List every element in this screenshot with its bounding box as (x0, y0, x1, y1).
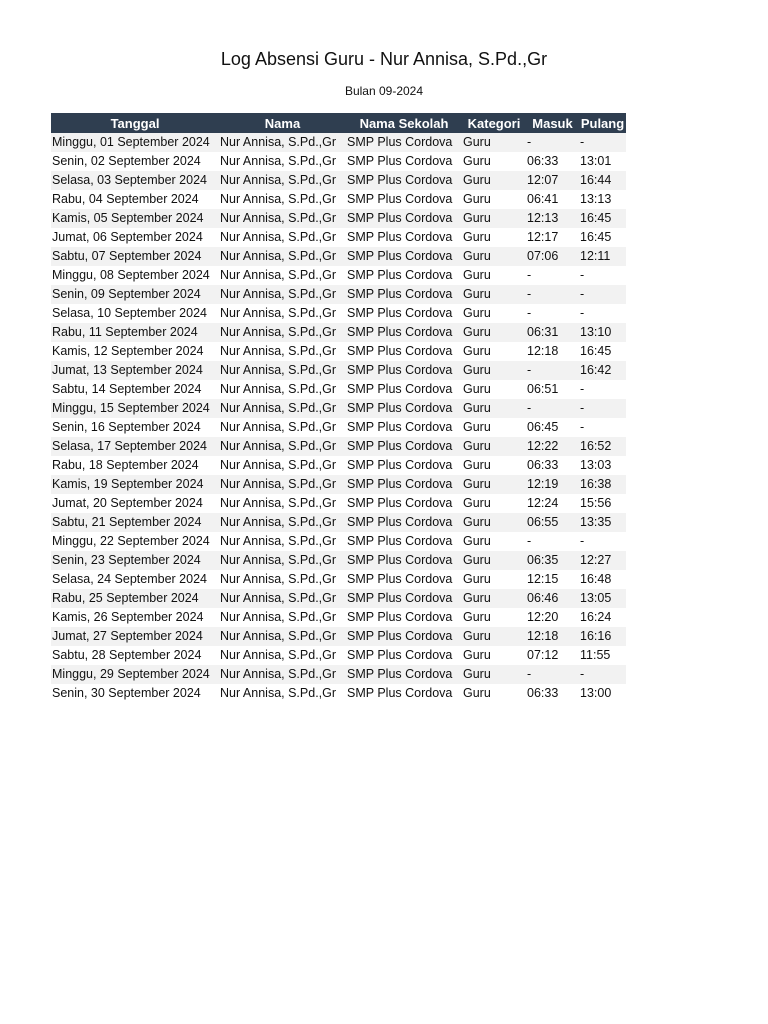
attendance-table (51, 113, 626, 703)
cell-masuk: - (526, 665, 579, 684)
table-row (51, 266, 626, 285)
cell-nama: Nur Annisa, S.Pd.,Gr (219, 361, 346, 380)
header-masuk: Masuk (526, 113, 579, 133)
table-row (51, 456, 626, 475)
cell-pulang: - (579, 532, 626, 551)
cell-masuk: 06:31 (526, 323, 579, 342)
cell-kategori: Guru (462, 646, 526, 665)
cell-pulang: - (579, 399, 626, 418)
table-row (51, 513, 626, 532)
table-row (51, 285, 626, 304)
header-row (51, 113, 626, 133)
cell-tanggal: Sabtu, 21 September 2024 (51, 513, 219, 532)
table-row (51, 228, 626, 247)
cell-nama: Nur Annisa, S.Pd.,Gr (219, 437, 346, 456)
cell-masuk: - (526, 266, 579, 285)
cell-tanggal: Selasa, 10 September 2024 (51, 304, 219, 323)
cell-kategori: Guru (462, 437, 526, 456)
cell-pulang: 16:45 (579, 228, 626, 247)
cell-nama: Nur Annisa, S.Pd.,Gr (219, 494, 346, 513)
cell-masuk: - (526, 133, 579, 152)
cell-masuk: 06:35 (526, 551, 579, 570)
table-row (51, 304, 626, 323)
table-row (51, 418, 626, 437)
cell-pulang: 12:27 (579, 551, 626, 570)
table-row (51, 133, 626, 152)
cell-nama-sekolah: SMP Plus Cordova (346, 665, 462, 684)
cell-tanggal: Minggu, 01 September 2024 (51, 133, 219, 152)
table-row (51, 209, 626, 228)
cell-kategori: Guru (462, 209, 526, 228)
cell-nama: Nur Annisa, S.Pd.,Gr (219, 342, 346, 361)
cell-tanggal: Minggu, 22 September 2024 (51, 532, 219, 551)
cell-nama-sekolah: SMP Plus Cordova (346, 608, 462, 627)
cell-pulang: 13:00 (579, 684, 626, 703)
cell-pulang: 13:01 (579, 152, 626, 171)
cell-masuk: 12:18 (526, 627, 579, 646)
table-row (51, 570, 626, 589)
cell-pulang: 16:42 (579, 361, 626, 380)
cell-nama-sekolah: SMP Plus Cordova (346, 513, 462, 532)
table-row (51, 399, 626, 418)
table-row (51, 551, 626, 570)
cell-masuk: 12:15 (526, 570, 579, 589)
table-row (51, 646, 626, 665)
cell-kategori: Guru (462, 627, 526, 646)
cell-nama-sekolah: SMP Plus Cordova (346, 684, 462, 703)
cell-tanggal: Jumat, 27 September 2024 (51, 627, 219, 646)
cell-nama-sekolah: SMP Plus Cordova (346, 437, 462, 456)
cell-kategori: Guru (462, 399, 526, 418)
cell-kategori: Guru (462, 152, 526, 171)
cell-nama: Nur Annisa, S.Pd.,Gr (219, 304, 346, 323)
cell-nama-sekolah: SMP Plus Cordova (346, 190, 462, 209)
cell-nama: Nur Annisa, S.Pd.,Gr (219, 152, 346, 171)
cell-pulang: - (579, 133, 626, 152)
cell-masuk: - (526, 532, 579, 551)
cell-kategori: Guru (462, 228, 526, 247)
cell-nama-sekolah: SMP Plus Cordova (346, 418, 462, 437)
cell-tanggal: Senin, 30 September 2024 (51, 684, 219, 703)
cell-nama-sekolah: SMP Plus Cordova (346, 171, 462, 190)
cell-pulang: 16:44 (579, 171, 626, 190)
cell-kategori: Guru (462, 532, 526, 551)
cell-nama-sekolah: SMP Plus Cordova (346, 247, 462, 266)
cell-masuk: 07:06 (526, 247, 579, 266)
header-pulang: Pulang (579, 113, 626, 133)
cell-nama: Nur Annisa, S.Pd.,Gr (219, 247, 346, 266)
cell-tanggal: Kamis, 12 September 2024 (51, 342, 219, 361)
header-nama-sekolah: Nama Sekolah (346, 113, 462, 133)
cell-kategori: Guru (462, 190, 526, 209)
cell-nama-sekolah: SMP Plus Cordova (346, 475, 462, 494)
cell-nama: Nur Annisa, S.Pd.,Gr (219, 285, 346, 304)
cell-kategori: Guru (462, 551, 526, 570)
table-row (51, 589, 626, 608)
cell-nama: Nur Annisa, S.Pd.,Gr (219, 532, 346, 551)
cell-pulang: 16:52 (579, 437, 626, 456)
cell-tanggal: Senin, 02 September 2024 (51, 152, 219, 171)
cell-nama: Nur Annisa, S.Pd.,Gr (219, 608, 346, 627)
cell-masuk: 06:55 (526, 513, 579, 532)
cell-tanggal: Senin, 23 September 2024 (51, 551, 219, 570)
table-row (51, 323, 626, 342)
cell-pulang: 16:45 (579, 209, 626, 228)
cell-tanggal: Rabu, 18 September 2024 (51, 456, 219, 475)
cell-tanggal: Senin, 09 September 2024 (51, 285, 219, 304)
cell-kategori: Guru (462, 304, 526, 323)
cell-tanggal: Selasa, 17 September 2024 (51, 437, 219, 456)
cell-masuk: 06:33 (526, 456, 579, 475)
cell-pulang: - (579, 285, 626, 304)
cell-masuk: 06:51 (526, 380, 579, 399)
cell-nama: Nur Annisa, S.Pd.,Gr (219, 380, 346, 399)
cell-nama-sekolah: SMP Plus Cordova (346, 589, 462, 608)
header-kategori: Kategori (462, 113, 526, 133)
table-row (51, 532, 626, 551)
cell-masuk: 12:07 (526, 171, 579, 190)
cell-tanggal: Sabtu, 28 September 2024 (51, 646, 219, 665)
table-row (51, 380, 626, 399)
cell-nama-sekolah: SMP Plus Cordova (346, 266, 462, 285)
cell-nama-sekolah: SMP Plus Cordova (346, 133, 462, 152)
header-nama: Nama (219, 113, 346, 133)
cell-masuk: 12:20 (526, 608, 579, 627)
header-tanggal: Tanggal (51, 113, 219, 133)
cell-masuk: 12:22 (526, 437, 579, 456)
cell-pulang: 11:55 (579, 646, 626, 665)
table-row (51, 627, 626, 646)
table-row (51, 475, 626, 494)
cell-masuk: 12:24 (526, 494, 579, 513)
cell-tanggal: Jumat, 20 September 2024 (51, 494, 219, 513)
table-row (51, 190, 626, 209)
cell-tanggal: Jumat, 13 September 2024 (51, 361, 219, 380)
cell-nama-sekolah: SMP Plus Cordova (346, 456, 462, 475)
page-subtitle: Bulan 09-2024 (344, 84, 424, 98)
cell-masuk: - (526, 304, 579, 323)
cell-nama-sekolah: SMP Plus Cordova (346, 209, 462, 228)
cell-masuk: 06:45 (526, 418, 579, 437)
cell-pulang: 16:45 (579, 342, 626, 361)
cell-pulang: - (579, 665, 626, 684)
cell-kategori: Guru (462, 361, 526, 380)
cell-masuk: 12:18 (526, 342, 579, 361)
table-row (51, 437, 626, 456)
cell-pulang: 13:03 (579, 456, 626, 475)
cell-nama: Nur Annisa, S.Pd.,Gr (219, 209, 346, 228)
cell-kategori: Guru (462, 513, 526, 532)
cell-nama: Nur Annisa, S.Pd.,Gr (219, 133, 346, 152)
cell-pulang: 16:48 (579, 570, 626, 589)
cell-tanggal: Rabu, 25 September 2024 (51, 589, 219, 608)
cell-kategori: Guru (462, 247, 526, 266)
cell-masuk: 12:13 (526, 209, 579, 228)
cell-tanggal: Rabu, 04 September 2024 (51, 190, 219, 209)
cell-tanggal: Senin, 16 September 2024 (51, 418, 219, 437)
cell-pulang: 16:24 (579, 608, 626, 627)
cell-tanggal: Selasa, 03 September 2024 (51, 171, 219, 190)
cell-nama: Nur Annisa, S.Pd.,Gr (219, 418, 346, 437)
table-body (51, 133, 626, 703)
cell-masuk: 06:41 (526, 190, 579, 209)
table-row (51, 171, 626, 190)
cell-masuk: - (526, 361, 579, 380)
cell-kategori: Guru (462, 456, 526, 475)
cell-tanggal: Sabtu, 14 September 2024 (51, 380, 219, 399)
cell-pulang: 16:38 (579, 475, 626, 494)
cell-masuk: 06:46 (526, 589, 579, 608)
cell-kategori: Guru (462, 418, 526, 437)
cell-nama-sekolah: SMP Plus Cordova (346, 304, 462, 323)
table-header (51, 113, 626, 133)
cell-tanggal: Minggu, 29 September 2024 (51, 665, 219, 684)
cell-pulang: - (579, 266, 626, 285)
cell-kategori: Guru (462, 494, 526, 513)
cell-kategori: Guru (462, 665, 526, 684)
cell-tanggal: Jumat, 06 September 2024 (51, 228, 219, 247)
cell-nama-sekolah: SMP Plus Cordova (346, 646, 462, 665)
cell-nama-sekolah: SMP Plus Cordova (346, 399, 462, 418)
cell-pulang: 13:13 (579, 190, 626, 209)
cell-tanggal: Minggu, 08 September 2024 (51, 266, 219, 285)
table-row (51, 361, 626, 380)
cell-kategori: Guru (462, 380, 526, 399)
cell-masuk: 07:12 (526, 646, 579, 665)
cell-nama: Nur Annisa, S.Pd.,Gr (219, 513, 346, 532)
cell-kategori: Guru (462, 475, 526, 494)
cell-nama: Nur Annisa, S.Pd.,Gr (219, 627, 346, 646)
cell-nama: Nur Annisa, S.Pd.,Gr (219, 399, 346, 418)
cell-pulang: - (579, 380, 626, 399)
table-row (51, 608, 626, 627)
cell-pulang: 12:11 (579, 247, 626, 266)
cell-tanggal: Selasa, 24 September 2024 (51, 570, 219, 589)
cell-kategori: Guru (462, 570, 526, 589)
cell-masuk: 06:33 (526, 684, 579, 703)
cell-nama-sekolah: SMP Plus Cordova (346, 228, 462, 247)
cell-tanggal: Kamis, 26 September 2024 (51, 608, 219, 627)
table-row (51, 342, 626, 361)
cell-pulang: 15:56 (579, 494, 626, 513)
cell-tanggal: Kamis, 19 September 2024 (51, 475, 219, 494)
cell-nama: Nur Annisa, S.Pd.,Gr (219, 456, 346, 475)
cell-nama: Nur Annisa, S.Pd.,Gr (219, 228, 346, 247)
cell-pulang: - (579, 418, 626, 437)
cell-nama-sekolah: SMP Plus Cordova (346, 570, 462, 589)
cell-kategori: Guru (462, 285, 526, 304)
table-row (51, 665, 626, 684)
cell-nama: Nur Annisa, S.Pd.,Gr (219, 665, 346, 684)
cell-pulang: - (579, 304, 626, 323)
cell-nama: Nur Annisa, S.Pd.,Gr (219, 589, 346, 608)
cell-nama-sekolah: SMP Plus Cordova (346, 494, 462, 513)
cell-kategori: Guru (462, 323, 526, 342)
cell-pulang: 13:35 (579, 513, 626, 532)
table-row (51, 494, 626, 513)
cell-masuk: - (526, 399, 579, 418)
cell-nama: Nur Annisa, S.Pd.,Gr (219, 190, 346, 209)
cell-pulang: 13:10 (579, 323, 626, 342)
cell-nama: Nur Annisa, S.Pd.,Gr (219, 570, 346, 589)
table-row (51, 152, 626, 171)
cell-kategori: Guru (462, 133, 526, 152)
cell-pulang: 13:05 (579, 589, 626, 608)
cell-nama: Nur Annisa, S.Pd.,Gr (219, 684, 346, 703)
cell-kategori: Guru (462, 266, 526, 285)
cell-nama: Nur Annisa, S.Pd.,Gr (219, 266, 346, 285)
cell-kategori: Guru (462, 171, 526, 190)
cell-nama-sekolah: SMP Plus Cordova (346, 285, 462, 304)
table-row (51, 684, 626, 703)
table-row (51, 247, 626, 266)
cell-nama: Nur Annisa, S.Pd.,Gr (219, 551, 346, 570)
cell-tanggal: Rabu, 11 September 2024 (51, 323, 219, 342)
cell-masuk: 06:33 (526, 152, 579, 171)
cell-masuk: 12:19 (526, 475, 579, 494)
cell-tanggal: Sabtu, 07 September 2024 (51, 247, 219, 266)
cell-nama: Nur Annisa, S.Pd.,Gr (219, 475, 346, 494)
cell-pulang: 16:16 (579, 627, 626, 646)
page-title: Log Absensi Guru - Nur Annisa, S.Pd.,Gr (220, 49, 548, 69)
cell-tanggal: Minggu, 15 September 2024 (51, 399, 219, 418)
cell-masuk: 12:17 (526, 228, 579, 247)
cell-nama-sekolah: SMP Plus Cordova (346, 532, 462, 551)
cell-nama-sekolah: SMP Plus Cordova (346, 323, 462, 342)
cell-kategori: Guru (462, 608, 526, 627)
cell-nama-sekolah: SMP Plus Cordova (346, 342, 462, 361)
cell-nama-sekolah: SMP Plus Cordova (346, 152, 462, 171)
cell-nama: Nur Annisa, S.Pd.,Gr (219, 323, 346, 342)
cell-kategori: Guru (462, 589, 526, 608)
cell-tanggal: Kamis, 05 September 2024 (51, 209, 219, 228)
cell-nama: Nur Annisa, S.Pd.,Gr (219, 171, 346, 190)
cell-kategori: Guru (462, 342, 526, 361)
cell-nama-sekolah: SMP Plus Cordova (346, 627, 462, 646)
cell-masuk: - (526, 285, 579, 304)
cell-kategori: Guru (462, 684, 526, 703)
cell-nama-sekolah: SMP Plus Cordova (346, 361, 462, 380)
cell-nama-sekolah: SMP Plus Cordova (346, 551, 462, 570)
cell-nama: Nur Annisa, S.Pd.,Gr (219, 646, 346, 665)
cell-nama-sekolah: SMP Plus Cordova (346, 380, 462, 399)
